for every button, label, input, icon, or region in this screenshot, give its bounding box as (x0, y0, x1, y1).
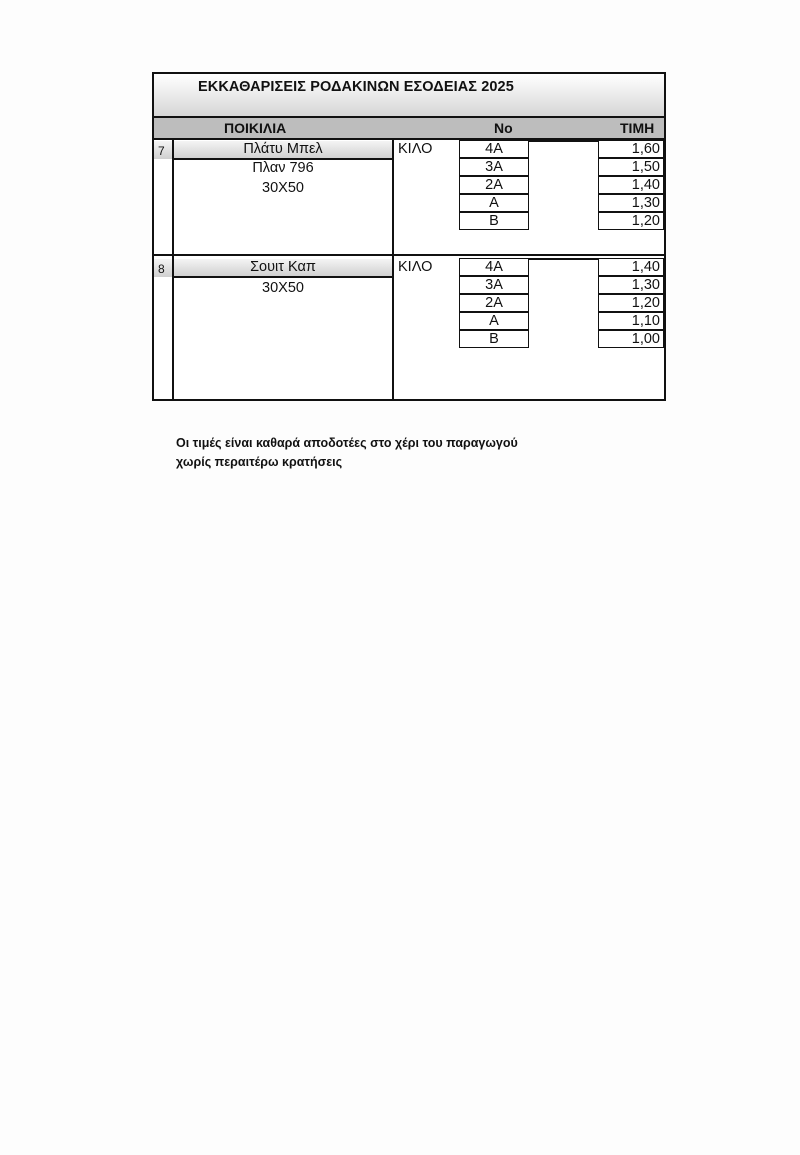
header-variety: ΠΟΙΚΙΛΙΑ (224, 120, 287, 136)
grade-cell: B (459, 212, 529, 230)
grade-cell: A (459, 312, 529, 330)
price-cell: 1,20 (598, 212, 664, 230)
grade-cell: 4A (459, 258, 529, 276)
group-divider (154, 254, 664, 256)
price-table (152, 72, 666, 401)
box-size: 30X50 (262, 180, 304, 196)
variety-name: Σουιτ Καπ (250, 259, 316, 275)
header-grade: No (494, 120, 513, 136)
row-number: 8 (158, 262, 165, 276)
price-cell: 1,40 (598, 176, 664, 194)
variety-detail: Πλαν 796 (252, 160, 314, 176)
grade-cell: 4A (459, 140, 529, 158)
price-cell: 1,60 (598, 140, 664, 158)
variety-name: Πλάτυ Μπελ (243, 141, 323, 157)
grade-cell: 3A (459, 158, 529, 176)
row-number: 7 (158, 144, 165, 158)
grade-cell: 2A (459, 294, 529, 312)
header-row (154, 118, 664, 140)
title-band (154, 74, 664, 118)
row-line-8 (172, 276, 394, 278)
footnote-line-2: χωρίς περαιτέρω κρατήσεις (176, 455, 343, 469)
box-size: 30X50 (262, 280, 304, 296)
price-cell: 1,30 (598, 276, 664, 294)
price-cell: 1,40 (598, 258, 664, 276)
price-cell: 1,00 (598, 330, 664, 348)
col-line-variety (392, 138, 394, 399)
price-cell: 1,20 (598, 294, 664, 312)
price-cell: 1,10 (598, 312, 664, 330)
unit-label: ΚΙΛΟ (398, 259, 433, 275)
grade-cell: 3A (459, 276, 529, 294)
price-cell: 1,50 (598, 158, 664, 176)
grade-cell: B (459, 330, 529, 348)
footnote (176, 434, 518, 472)
unit-label: ΚΙΛΟ (398, 141, 433, 157)
price-cell: 1,30 (598, 194, 664, 212)
table-title: ΕΚΚΑΘΑΡΙΣΕΙΣ ΡΟΔΑΚΙΝΩΝ ΕΣΟΔΕΙΑΣ 2025 (198, 79, 514, 95)
grade-price-connector (529, 258, 598, 260)
grade-cell: A (459, 194, 529, 212)
grade-price-connector (529, 140, 598, 142)
header-price: ΤΙΜΗ (620, 120, 655, 136)
footnote-line-1: Οι τιμές είναι καθαρά αποδοτέες στο χέρι του παραγωγού (176, 436, 518, 450)
grade-cell: 2A (459, 176, 529, 194)
